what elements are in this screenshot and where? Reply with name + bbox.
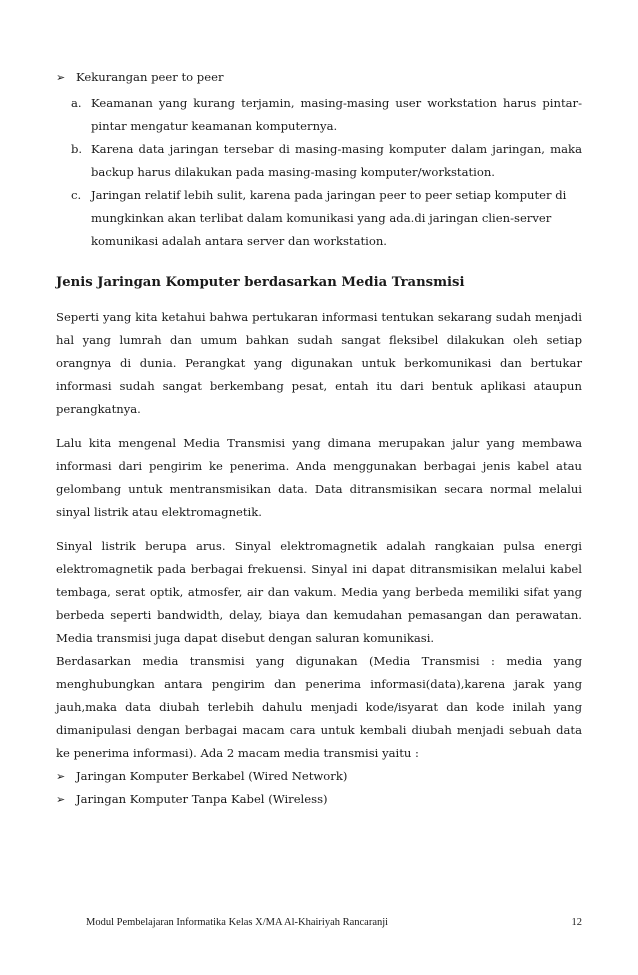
page-number: 12: [571, 917, 582, 928]
list-item: [56, 138, 582, 184]
page-footer: [86, 917, 582, 928]
bullet-text: Kekurangan peer to peer: [76, 70, 224, 84]
paragraph-4: Berdasarkan media transmisi yang digunakan (Media Transmisi : media yang menghubungkan antara pengirim dan penerima informasi(data),karena jarak yang jauh,maka data diubah terlebih dahulu menjadi kode/isyarat dan kode inilah yang dimanipulasi dengan berbagai macam cara untuk kembali diubah menjadi sebuah data ke penerima informasi). Ada 2 macam media transmisi yaitu :: [56, 654, 582, 760]
bullet-wired: [56, 765, 582, 788]
list-marker: c.: [71, 188, 82, 202]
list-marker: a.: [71, 96, 82, 110]
bullet-wireless: [56, 788, 582, 811]
list-item-text: Keamanan yang kurang terjamin, masing-masing user workstation harus pintar-pintar mengatur keamanan komputernya.: [91, 96, 582, 133]
arrow-bullet-icon: ➢: [56, 793, 66, 806]
page-content: [56, 66, 582, 811]
list-item-text: Karena data jaringan tersebar di masing-masing komputer dalam jaringan, maka backup harus dilakukan pada masing-masing komputer/workstation.: [91, 142, 582, 179]
drawback-list: [56, 92, 582, 253]
list-item: [56, 92, 582, 138]
list-item: [56, 184, 582, 253]
arrow-bullet-icon: ➢: [56, 71, 66, 84]
paragraph-3: Sinyal listrik berupa arus. Sinyal elektromagnetik adalah rangkaian pulsa energi elektromagnetik pada berbagai frekuensi. Sinyal ini dapat ditransmisikan melalui kabel tembaga, serat optik, atmosfer, air dan vakum. Media yang berbeda memiliki sifat yang berbeda seperti bandwidth, delay, biaya dan kemudahan pemasangan dan perawatan. Media transmisi juga dapat disebut dengan saluran komunikasi.: [56, 539, 582, 645]
bullet-kekurangan: [56, 66, 582, 89]
arrow-bullet-icon: ➢: [56, 770, 66, 783]
list-item-text: Jaringan relatif lebih sulit, karena pada jaringan peer to peer setiap komputer di mungkinkan akan terlibat dalam komunikasi yang ada.di jaringan clien-server komunikasi adalah antara server dan workstation.: [91, 188, 567, 248]
paragraph-1: Seperti yang kita ketahui bahwa pertukaran informasi tentukan sekarang sudah menjadi hal yang lumrah dan umum bahkan sudah sangat fleksibel dilakukan oleh setiap orangnya di dunia. Perangkat yang digunakan untuk berkomunikasi dan bertukar informasi sudah sangat berkembang pesat, entah itu dari bentuk aplikasi ataupun perangkatnya.: [56, 310, 582, 416]
bullet-text: Jaringan Komputer Berkabel (Wired Network): [76, 769, 348, 783]
bullet-text: Jaringan Komputer Tanpa Kabel (Wireless): [76, 792, 328, 806]
footer-title: Modul Pembelajaran Informatika Kelas X/MA Al-Khairiyah Rancaranji: [86, 917, 389, 928]
list-marker: b.: [71, 142, 83, 156]
paragraph-2: Lalu kita mengenal Media Transmisi yang dimana merupakan jalur yang membawa informasi dari pengirim ke penerima. Anda menggunakan berbagai jenis kabel atau gelombang untuk mentransmisikan data. Data ditransmisikan secara normal melalui sinyal listrik atau elektromagnetik.: [56, 436, 582, 519]
section-heading: Jenis Jaringan Komputer berdasarkan Media Transmisi: [56, 275, 465, 290]
